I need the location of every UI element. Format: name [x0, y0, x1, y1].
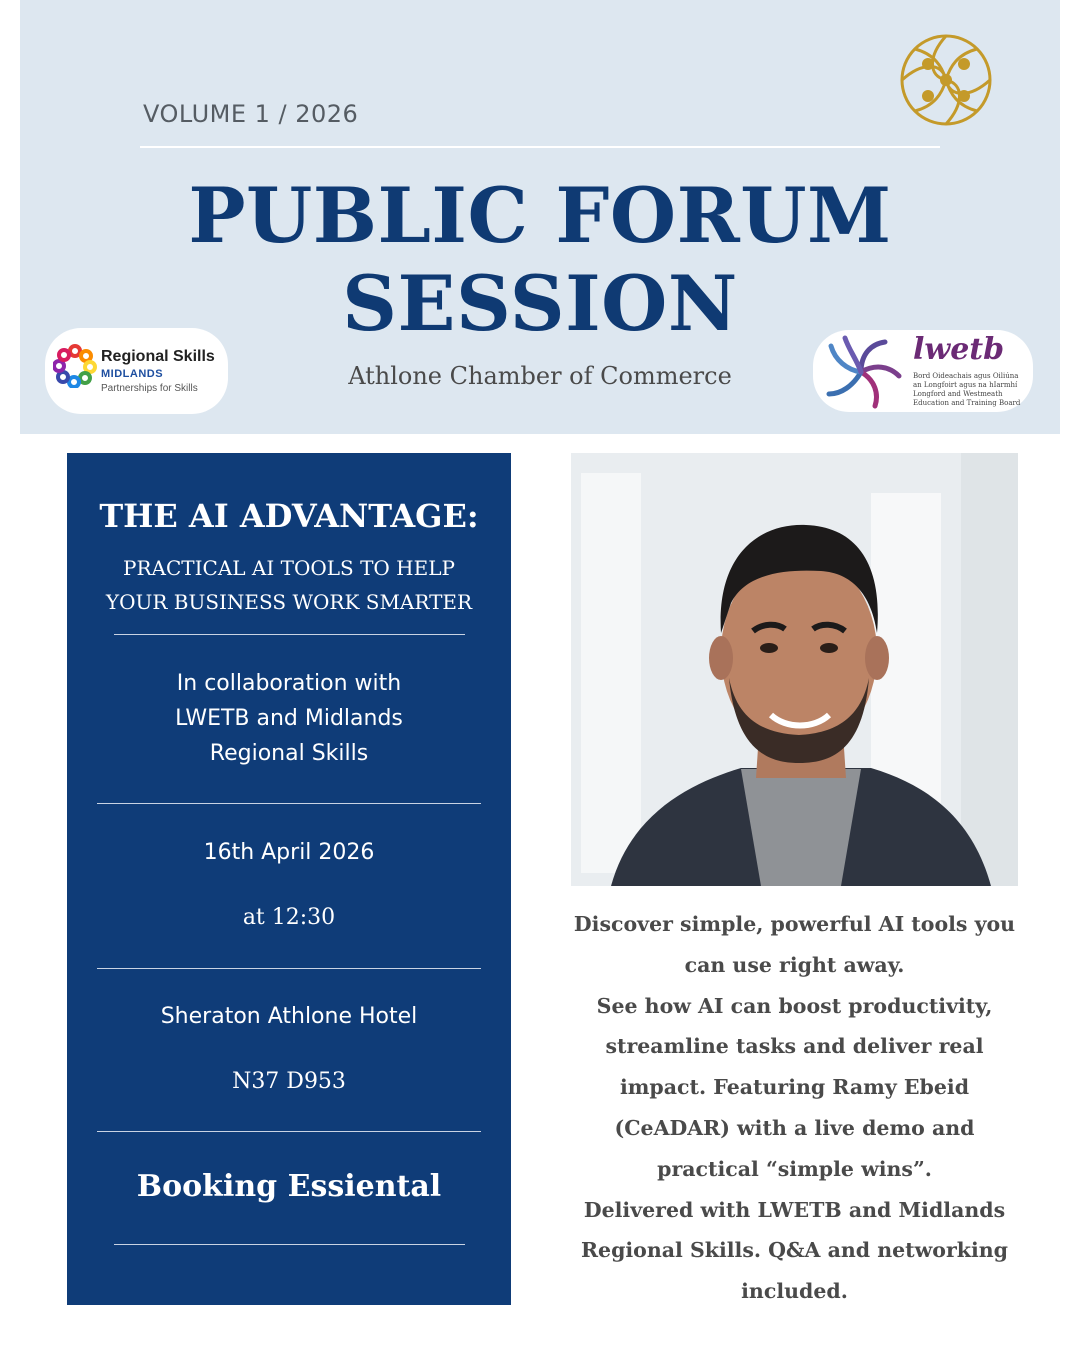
volume-label: VOLUME 1 / 2026: [143, 100, 359, 128]
panel-divider-2: [97, 803, 481, 804]
description-line: See how AI can boost productivity,: [596, 993, 993, 1018]
organizer-subtitle: Athlone Chamber of Commerce: [348, 362, 732, 390]
lwetb-title: lwetb: [913, 332, 1005, 367]
event-subtitle-line-1: PRACTICAL AI TOOLS TO HELP: [123, 556, 455, 580]
description-line: Discover simple, powerful AI tools you: [573, 912, 1016, 936]
collab-line-1: In collaboration with: [176, 671, 402, 696]
description-line: can use right away.: [684, 952, 905, 977]
description-line: (CeADAR) with a live demo and: [614, 1115, 975, 1140]
regional-skills-tagline: Partnerships for Skills: [101, 383, 198, 394]
lwetb-line-3: Longford and Westmeath: [913, 390, 1003, 398]
event-date: 16th April 2026: [203, 840, 375, 865]
lwetb-line-1: Bord Oideachais agus Oiliúna: [913, 372, 1019, 380]
description-line: streamline tasks and deliver real: [605, 1034, 984, 1059]
event-venue: Sheraton Athlone Hotel: [160, 1004, 418, 1029]
event-description: [562, 904, 1027, 1312]
lwetb-logo: [813, 330, 1033, 412]
regional-skills-logo: [45, 328, 228, 414]
lwetb-swirl-icon: [819, 334, 903, 410]
celtic-knot-emblem-icon: [898, 32, 994, 128]
regional-skills-subtitle: MIDLANDS: [101, 368, 164, 380]
panel-divider-5: [114, 1244, 465, 1245]
event-title: THE AI ADVANTAGE:: [99, 497, 479, 535]
regional-skills-title: Regional Skills: [101, 348, 215, 365]
collaboration-text: [67, 666, 511, 771]
description-line: included.: [741, 1279, 848, 1304]
event-eircode: N37 D953: [232, 1069, 346, 1094]
description-line: Delivered with LWETB and Midlands: [583, 1197, 1006, 1222]
collab-line-2: LWETB and Midlands: [175, 706, 403, 731]
page-title: [0, 172, 1080, 348]
description-line: Regional Skills. Q&A and networking: [580, 1238, 1008, 1263]
event-subtitle: [67, 551, 511, 619]
panel-divider-4: [97, 1131, 481, 1132]
speaker-portrait-illustration: [571, 453, 1018, 886]
speaker-photo: [571, 453, 1018, 886]
header-divider: [140, 146, 940, 148]
lwetb-line-4: Education and Training Board: [913, 399, 1021, 407]
title-line-2: SESSION: [342, 259, 738, 348]
title-line-1: PUBLIC FORUM: [188, 171, 892, 260]
description-line: impact. Featuring Ramy Ebeid: [619, 1075, 970, 1100]
event-time: at 12:30: [242, 905, 336, 930]
panel-divider-3: [97, 968, 481, 969]
event-subtitle-line-2: YOUR BUSINESS WORK SMARTER: [105, 590, 473, 614]
booking-notice: Booking Essiental: [136, 1169, 442, 1204]
description-line: practical “simple wins”.: [657, 1156, 932, 1181]
panel-divider-1: [114, 634, 465, 635]
collab-line-3: Regional Skills: [209, 741, 369, 766]
event-details-panel: [67, 453, 511, 1305]
regional-skills-ring-icon: [53, 344, 97, 388]
lwetb-line-2: an Longfoirt agus na hIarmhí: [913, 381, 1018, 389]
